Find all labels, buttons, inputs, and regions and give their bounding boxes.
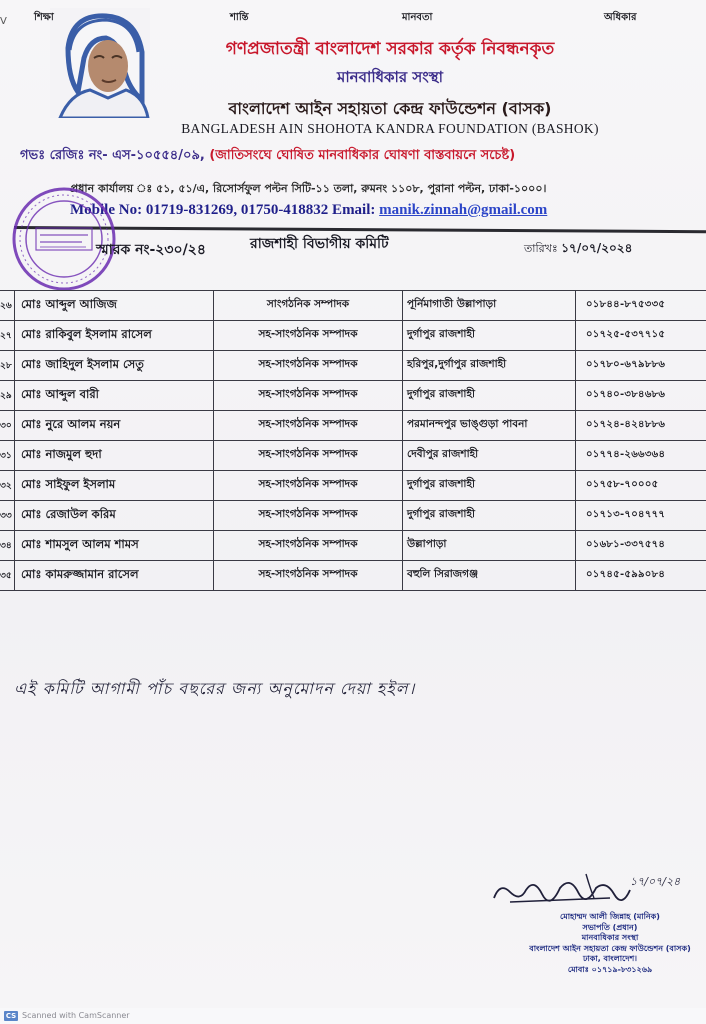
member-address: দুর্গাপুর রাজশাহী: [403, 381, 576, 411]
corner-mark: V: [0, 16, 7, 27]
registration-line: গণপ্রজাতন্ত্রী বাংলাদেশ সরকার কর্তৃক নিবন্ধনকৃত: [225, 39, 555, 59]
member-serial: ২৯: [0, 381, 15, 411]
member-phone: ০১৭৭৪-২৬৬৩৬৪: [576, 441, 706, 471]
member-name: মোঃ আব্দুল আজিজ: [15, 291, 214, 321]
date-value: ১৭/০৭/২০২৪: [561, 241, 633, 255]
member-position: সহ-সাংগঠনিক সম্পাদক: [214, 471, 403, 501]
motto-humanity: মানবতা: [402, 12, 433, 23]
scanner-watermark: Scanned with CamScanner: [22, 1011, 130, 1020]
member-name: মোঃ আব্দুল বারী: [15, 381, 214, 411]
member-position: সাংগঠনিক সম্পাদক: [214, 291, 403, 321]
member-phone: ০১৭৮০-৬৭৯৮৮৬: [576, 351, 706, 381]
members-table: [0, 290, 706, 591]
reg-note: (জাতিসংঘে ঘোষিত মানবাধিকার ঘোষণা বাস্তবায়নে সচেষ্ট): [209, 148, 516, 163]
table-row: [0, 471, 706, 501]
member-position: সহ-সাংগঠনিক সম্পাদক: [214, 561, 403, 591]
member-position: সহ-সাংগঠনিক সম্পাদক: [214, 351, 403, 381]
member-position: সহ-সাংগঠনিক সম্পাদক: [214, 381, 403, 411]
member-address: বহুলি সিরাজগঞ্জ: [403, 561, 576, 591]
mobile-numbers: Mobile No: 01719-831269, 01750-418832 Email:: [70, 202, 376, 218]
member-address: পরমানন্দপুর ভাঙ্গুড়া পাবনা: [403, 411, 576, 441]
org-name-bn: বাংলাদেশ আইন সহায়তা কেন্দ্র ফাউন্ডেশন (বাসক): [228, 99, 552, 118]
member-serial: ২৭: [0, 321, 15, 351]
table-row: [0, 531, 706, 561]
table-row: [0, 321, 706, 351]
member-phone: ০১৭২৫-৫৩৭৭১৫: [576, 321, 706, 351]
signatory-name: মোহাম্মদ আলী জিন্নাহ (মানিক): [560, 912, 660, 921]
handwritten-approval-note: এই কমিটি আগামী পাঁচ বছরের জন্য অনুমোদন দেয়া হইল।: [14, 679, 416, 698]
table-row: [0, 441, 706, 471]
table-row: [0, 291, 706, 321]
member-address: দেবীপুর রাজশাহী: [403, 441, 576, 471]
registration-number: [20, 146, 686, 167]
member-name: মোঃ নাজমুল হুদা: [15, 441, 214, 471]
member-phone: ০১৭১৩-৭০৪৭৭৭: [576, 501, 706, 531]
motto-rights: অধিকার: [604, 12, 637, 23]
member-serial: ৩২: [0, 471, 15, 501]
signatory-block: [520, 912, 700, 975]
member-name: মোঃ জাহিদুল ইসলাম সেতু: [15, 351, 214, 381]
member-serial: ৩৫: [0, 561, 15, 591]
letter-date: [524, 240, 632, 260]
member-name: মোঃ রেজাউল করিম: [15, 501, 214, 531]
signatory-mobile: মোবাঃ ০১৭১৯-৮৩১২৬৯: [567, 964, 653, 974]
member-phone: ০১৭৫৮-৭০০০৫: [576, 471, 706, 501]
motto-peace: শান্তি: [230, 12, 249, 23]
motto-education: শিক্ষা: [34, 12, 54, 23]
signatory-org: বাংলাদেশ আইন সহায়তা কেন্দ্র ফাউন্ডেশন (বাসক): [529, 943, 691, 953]
member-serial: ৩০: [0, 411, 15, 441]
member-name: মোঃ শামসুল আলম শামস: [15, 531, 214, 561]
table-row: [0, 381, 706, 411]
member-position: সহ-সাংগঠনিক সম্পাদক: [214, 441, 403, 471]
member-address: হরিপুর,দুর্গাপুর রাজশাহী: [403, 351, 576, 381]
table-row: [0, 411, 706, 441]
member-serial: ৩৩: [0, 501, 15, 531]
member-phone: ০১৮৪৪-৮৭৫৩৩৫: [576, 291, 706, 321]
member-serial: ৩৪: [0, 531, 15, 561]
member-serial: ৩১: [0, 441, 15, 471]
memo-number: স্মারক নং-২৩০/২৪: [96, 242, 206, 258]
scanner-footer: [0, 1008, 706, 1024]
head-office-address: প্রধান কার্যালয় ঃ ৫১, ৫১/এ, রিসোর্সফুল পল্টন সিটি-১১ তলা, রুমনং ১১০৮, পুরানা পল্টন, ঢাকা-১০০০।: [70, 182, 547, 195]
member-address: দুর্গাপুর রাজশাহী: [403, 501, 576, 531]
member-address: পূর্নিমাগাতী উল্লাপাড়া: [403, 291, 576, 321]
date-label: তারিখঃ: [524, 242, 558, 255]
reg-no: গভঃ রেজিঃ নং- এস-১০৫৫৪/০৯,: [20, 148, 205, 163]
signatory-title: সভাপতি (প্রধান): [582, 922, 638, 932]
member-phone: ০১৭২৪-৪২৪৮৮৬: [576, 411, 706, 441]
member-position: সহ-সাংগঠনিক সম্পাদক: [214, 321, 403, 351]
member-address: উল্লাপাড়া: [403, 531, 576, 561]
member-name: মোঃ সাইফুল ইসলাম: [15, 471, 214, 501]
email-link[interactable]: manik.zinnah@gmail.com: [379, 202, 548, 218]
member-position: সহ-সাংগঠনিক সম্পাদক: [214, 501, 403, 531]
member-name: মোঃ রাকিবুল ইসলাম রাসেল: [15, 321, 214, 351]
committee-title: রাজশাহী বিভাগীয় কমিটি: [250, 236, 389, 252]
table-row: [0, 351, 706, 381]
member-phone: ০১৭৪৫-৫৯৯০৮৪: [576, 561, 706, 591]
org-name-en: BANGLADESH AIN SHOHOTA KANDRA FOUNDATION (BASHOK): [181, 121, 599, 136]
camscanner-icon: CS: [5, 1012, 17, 1020]
signatory-org-type: মানবাধিকার সংস্থা: [581, 933, 639, 942]
org-type: মানবাধিকার সংস্থা: [337, 68, 443, 86]
member-name: মোঃ কামরুজ্জামান রাসেল: [15, 561, 214, 591]
member-serial: ২৮: [0, 351, 15, 381]
member-address: দুর্গাপুর রাজশাহী: [403, 471, 576, 501]
member-position: সহ-সাংগঠনিক সম্পাদক: [214, 411, 403, 441]
table-row: [0, 561, 706, 591]
member-position: সহ-সাংগঠনিক সম্পাদক: [214, 531, 403, 561]
member-address: দুর্গাপুর রাজশাহী: [403, 321, 576, 351]
member-phone: ০১৭৪০-৩৮৪৬৮৬: [576, 381, 706, 411]
motto-row: [0, 10, 706, 30]
member-name: মোঃ নুরে আলম নয়ন: [15, 411, 214, 441]
signature-date: ১৭/০৭/২৪: [630, 875, 681, 888]
table-row: [0, 501, 706, 531]
member-serial: ২৬: [0, 291, 15, 321]
signatory-hq: ঢাকা, বাংলাদেশ।: [582, 954, 638, 963]
contact-line: [20, 202, 706, 219]
member-phone: ০১৬৮১-৩৩৭৫৭৪: [576, 531, 706, 561]
